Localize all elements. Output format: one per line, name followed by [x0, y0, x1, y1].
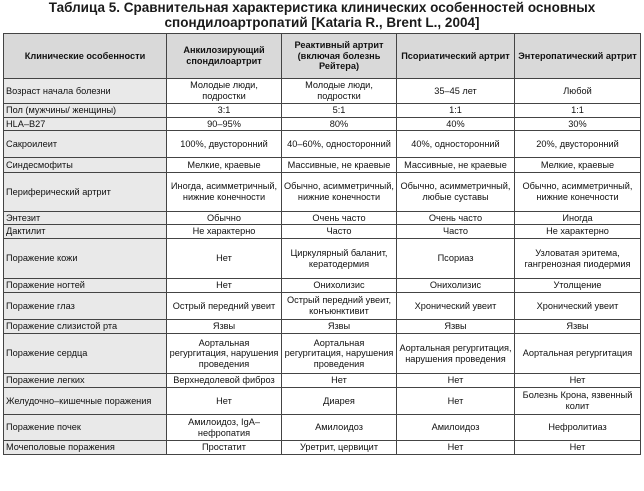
row-label: Поражение слизистой рта: [4, 320, 167, 334]
table-row: [4, 293, 641, 320]
row-label: Возраст начала болезни: [4, 79, 167, 104]
table-cell: Аортальная регургитация, нарушения проведения: [167, 334, 282, 374]
table-cell: Нефролитиаз: [515, 415, 641, 441]
table-cell: Нет: [397, 374, 515, 388]
header-ankylosing: Анкилозирующий спондилоартрит: [167, 34, 282, 79]
table-cell: 40%, односторонний: [397, 131, 515, 158]
table-row: [4, 239, 641, 279]
table-cell: 100%, двусторонний: [167, 131, 282, 158]
table-cell: Нет: [282, 374, 397, 388]
table-row: [4, 158, 641, 173]
table-cell: Нет: [515, 374, 641, 388]
table-cell: Иногда: [515, 212, 641, 225]
table-cell: Мелкие, краевые: [515, 158, 641, 173]
table-cell: Не характерно: [515, 225, 641, 239]
row-label: Пол (мужчины/ женщины): [4, 104, 167, 118]
row-label: Поражение сердца: [4, 334, 167, 374]
row-label: HLA–B27: [4, 118, 167, 131]
table-cell: Верхнедолевой фиброз: [167, 374, 282, 388]
table-cell: Амилоидоз: [397, 415, 515, 441]
row-label: Поражение кожи: [4, 239, 167, 279]
comparison-table: [3, 33, 641, 455]
row-label: Поражение глаз: [4, 293, 167, 320]
table-cell: 1:1: [515, 104, 641, 118]
table-row: [4, 118, 641, 131]
table-cell: 5:1: [282, 104, 397, 118]
table-cell: Очень часто: [397, 212, 515, 225]
header-psoriatic: Псориатический артрит: [397, 34, 515, 79]
table-cell: 90–95%: [167, 118, 282, 131]
table-cell: Молодые люди, подростки: [282, 79, 397, 104]
table-cell: Обычно, асимметричный, любые суставы: [397, 173, 515, 212]
table-cell: Узловатая эритема, гангренозная пиодермия: [515, 239, 641, 279]
table-cell: Уретрит, цервицит: [282, 441, 397, 455]
table-row: [4, 212, 641, 225]
table-cell: Нет: [167, 239, 282, 279]
table-cell: Обычно, асимметричный, нижние конечности: [515, 173, 641, 212]
table-cell: Аортальная регургитация, нарушения проведения: [282, 334, 397, 374]
table-cell: Обычно: [167, 212, 282, 225]
table-cell: 3:1: [167, 104, 282, 118]
table-cell: Острый передний увеит: [167, 293, 282, 320]
table-cell: Простатит: [167, 441, 282, 455]
row-label: Поражение почек: [4, 415, 167, 441]
header-features: Клинические особенности: [4, 34, 167, 79]
table-cell: Острый передний увеит, конъюнктивит: [282, 293, 397, 320]
table-cell: Иногда, асимметричный, нижние конечности: [167, 173, 282, 212]
header-enteropathic: Энтеропатический артрит: [515, 34, 641, 79]
table-cell: Диарея: [282, 388, 397, 415]
table-cell: Нет: [167, 279, 282, 293]
header-row: [4, 34, 641, 79]
row-label: Периферический артрит: [4, 173, 167, 212]
table-cell: Массивные, не краевые: [397, 158, 515, 173]
row-label: Сакроилеит: [4, 131, 167, 158]
table-cell: Массивные, не краевые: [282, 158, 397, 173]
table-cell: 80%: [282, 118, 397, 131]
table-row: [4, 441, 641, 455]
table-row: [4, 415, 641, 441]
table-cell: Язвы: [282, 320, 397, 334]
table-cell: 40%: [397, 118, 515, 131]
table-cell: Молодые люди, подростки: [167, 79, 282, 104]
table-cell: Обычно, асимметричный, нижние конечности: [282, 173, 397, 212]
table-cell: Аортальная регургитация, нарушения проведения: [397, 334, 515, 374]
table-row: [4, 334, 641, 374]
table-row: [4, 131, 641, 158]
table-row: [4, 279, 641, 293]
table-cell: Часто: [397, 225, 515, 239]
table-title: Таблица 5. Сравнительная характеристика клинических особенностей основных спондилоартропатий [Kataria R., Brent L., 2004]: [48, 0, 596, 30]
table-cell: Амилоидоз, IgA–нефропатия: [167, 415, 282, 441]
row-label: Мочеполовые поражения: [4, 441, 167, 455]
table-row: [4, 225, 641, 239]
table-cell: 20%, двусторонний: [515, 131, 641, 158]
table-cell: Мелкие, краевые: [167, 158, 282, 173]
table-cell: Циркулярный баланит, кератодермия: [282, 239, 397, 279]
table-cell: Утолщение: [515, 279, 641, 293]
row-label: Синдесмофиты: [4, 158, 167, 173]
table-cell: 40–60%, односторонний: [282, 131, 397, 158]
table-cell: Очень часто: [282, 212, 397, 225]
table-cell: Язвы: [167, 320, 282, 334]
table-cell: 1:1: [397, 104, 515, 118]
table-cell: Не характерно: [167, 225, 282, 239]
table-cell: Болезнь Крона, язвенный колит: [515, 388, 641, 415]
table-cell: Любой: [515, 79, 641, 104]
table-row: [4, 104, 641, 118]
table-cell: Хронический увеит: [397, 293, 515, 320]
table-cell: Язвы: [515, 320, 641, 334]
table-header: [4, 34, 641, 79]
table-cell: Хронический увеит: [515, 293, 641, 320]
table-body: [4, 79, 641, 455]
table-cell: Нет: [397, 388, 515, 415]
table-row: [4, 388, 641, 415]
header-reactive: Реактивный артрит (включая болезнь Рейтера): [282, 34, 397, 79]
row-label: Поражение легких: [4, 374, 167, 388]
table-row: [4, 320, 641, 334]
table-row: [4, 173, 641, 212]
row-label: Энтезит: [4, 212, 167, 225]
table-cell: Псориаз: [397, 239, 515, 279]
table-row: [4, 374, 641, 388]
row-label: Желудочно–кишечные поражения: [4, 388, 167, 415]
table-cell: Язвы: [397, 320, 515, 334]
row-label: Дактилит: [4, 225, 167, 239]
table-cell: Онихолизис: [397, 279, 515, 293]
table-row: [4, 79, 641, 104]
table-cell: Аортальная регургитация: [515, 334, 641, 374]
table-cell: Часто: [282, 225, 397, 239]
table-cell: Онихолизис: [282, 279, 397, 293]
row-label: Поражение ногтей: [4, 279, 167, 293]
table-cell: 35–45 лет: [397, 79, 515, 104]
table-cell: Амилоидоз: [282, 415, 397, 441]
table-cell: Нет: [515, 441, 641, 455]
table-cell: 30%: [515, 118, 641, 131]
table-cell: Нет: [397, 441, 515, 455]
table-cell: Нет: [167, 388, 282, 415]
